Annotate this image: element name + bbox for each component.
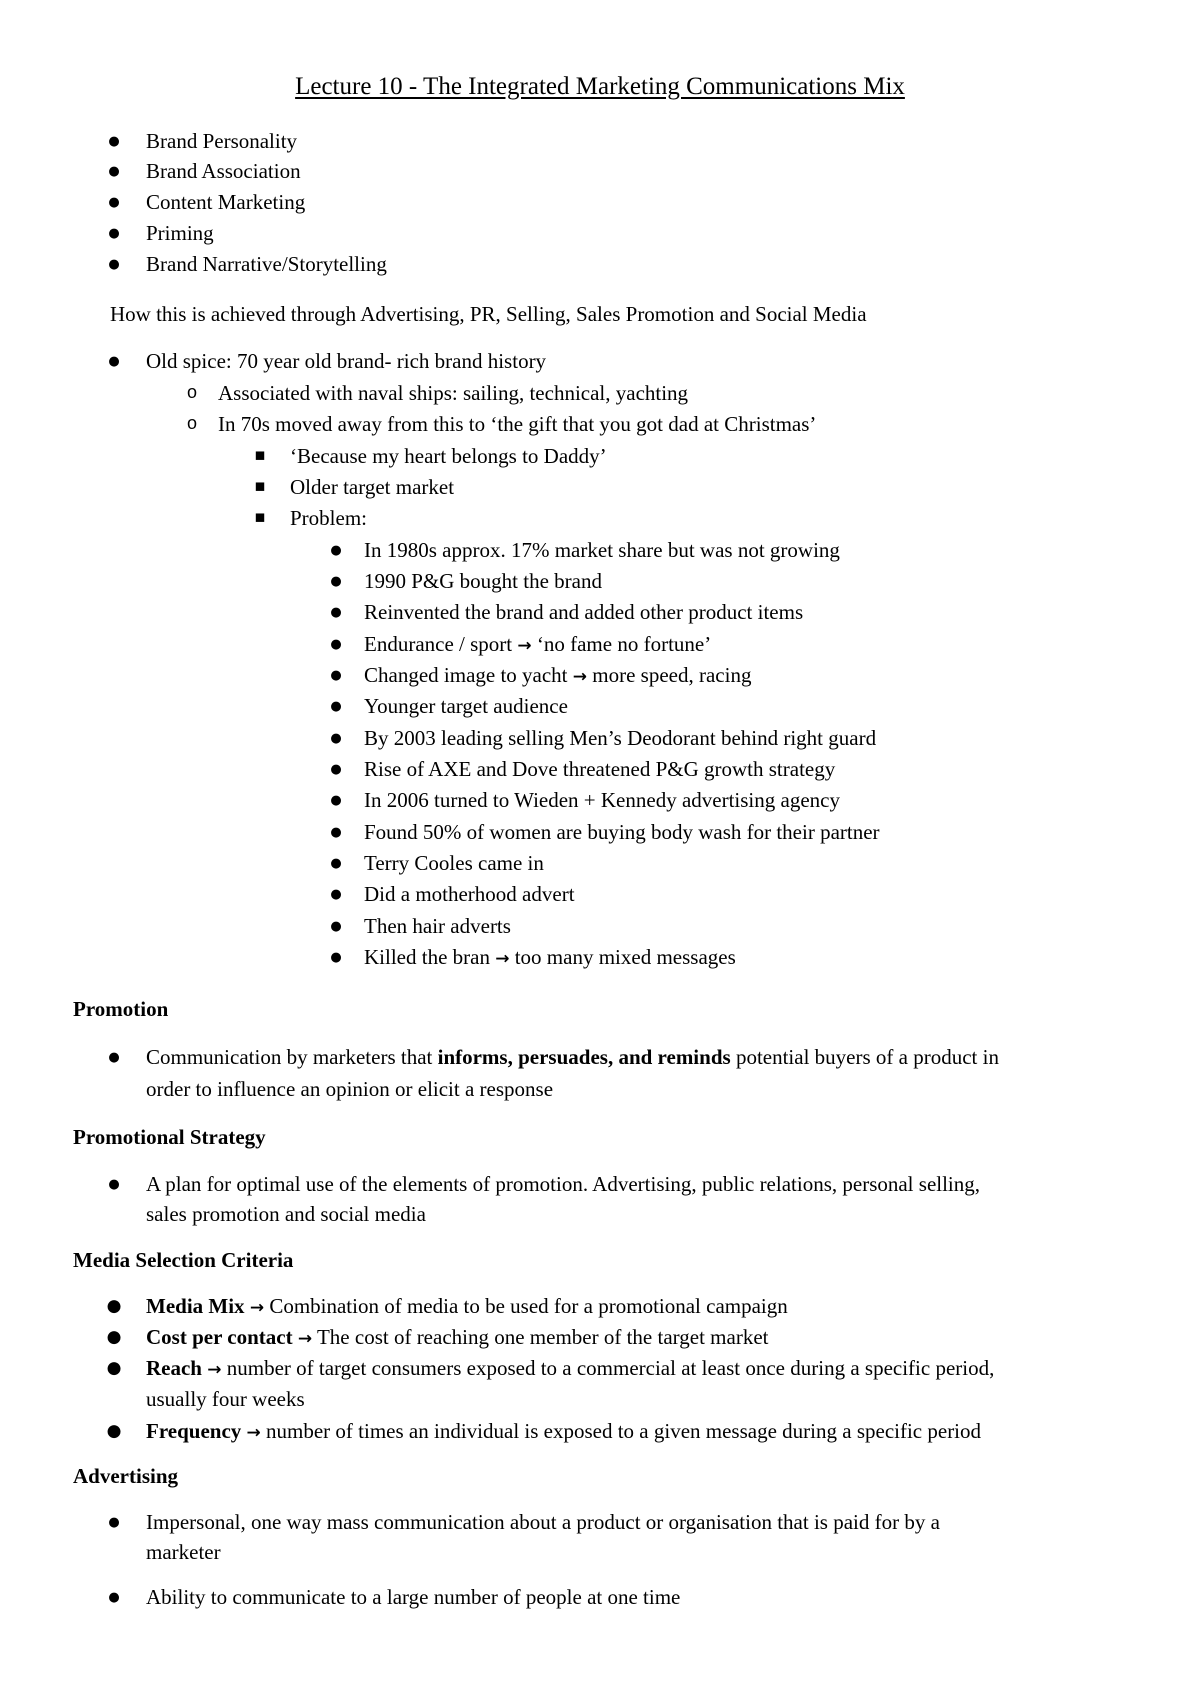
square-bullet-icon (250, 443, 270, 469)
bullet-icon (326, 850, 346, 876)
bullet-icon (104, 1171, 124, 1197)
bullet-icon (326, 568, 346, 594)
bullet-icon (326, 819, 346, 845)
list-item: Brand Association (146, 159, 301, 183)
section-heading-promotion: Promotion (73, 997, 169, 1021)
list-item: Media Mix → Combination of media to be used for a promotional campaign (146, 1294, 788, 1318)
bullet-icon (104, 1509, 124, 1535)
list-item: Brand Narrative/Storytelling (146, 252, 387, 276)
square-bullet-icon (250, 505, 270, 531)
list-item: Younger target audience (364, 694, 568, 718)
section-heading-promotional-strategy: Promotional Strategy (73, 1125, 266, 1149)
list-item: Cost per contact → The cost of reaching one member of the target market (146, 1325, 769, 1349)
list-item: In 2006 turned to Wieden + Kennedy advertising agency (364, 788, 840, 812)
list-item: Content Marketing (146, 190, 306, 214)
section-heading-media-selection: Media Selection Criteria (73, 1248, 294, 1272)
list-item: Terry Cooles came in (364, 851, 544, 875)
list-item: Frequency → number of times an individual is exposed to a given message during a specific period (146, 1419, 982, 1443)
arrow-right-icon: → (249, 1298, 265, 1318)
bullet-icon (104, 220, 124, 246)
list-item: Endurance / sport → ‘no fame no fortune’ (364, 632, 712, 656)
list-item: Killed the bran → too many mixed messages (364, 945, 736, 969)
bullet-icon (104, 251, 124, 277)
bullet-icon (104, 348, 124, 374)
list-item: Did a motherhood advert (364, 882, 575, 906)
bullet-icon (326, 881, 346, 907)
section-heading-advertising: Advertising (73, 1464, 178, 1488)
bullet-icon (104, 1044, 124, 1070)
bullet-icon (326, 662, 346, 688)
bullet-icon (326, 725, 346, 751)
list-item: Changed image to yacht → more speed, racing (364, 663, 752, 687)
list-item: Reinvented the brand and added other product items (364, 600, 804, 624)
bullet-icon (104, 1355, 124, 1381)
list-item: Brand Personality (146, 129, 298, 153)
list-item: By 2003 leading selling Men’s Deodorant behind right guard (364, 726, 877, 750)
bullet-icon (104, 189, 124, 215)
intro-paragraph: How this is achieved through Advertising, PR, Selling, Sales Promotion and Social Media (110, 302, 867, 326)
bullet-icon (104, 1584, 124, 1610)
list-item-continuation: sales promotion and social media (146, 1202, 426, 1226)
list-item: Found 50% of women are buying body wash for their partner (364, 820, 880, 844)
list-item: Rise of AXE and Dove threatened P&G growth strategy (364, 757, 836, 781)
circle-bullet-icon (182, 380, 202, 406)
list-item: Reach → number of target consumers exposed to a commercial at least once during a specific period, (146, 1356, 995, 1380)
bullet-icon (326, 756, 346, 782)
arrow-right-icon: → (246, 1423, 261, 1443)
bullet-icon (104, 158, 124, 184)
arrow-right-icon: → (297, 1329, 313, 1349)
list-item: Communication by marketers that informs, persuades, and reminds potential buyers of a product in (146, 1045, 999, 1069)
bullet-icon (326, 693, 346, 719)
list-item: A plan for optimal use of the elements of promotion. Advertising, public relations, personal selling, (146, 1172, 981, 1196)
list-item: Priming (146, 221, 214, 245)
list-item: Impersonal, one way mass communication about a product or organisation that is paid for by a (146, 1510, 940, 1534)
bullet-icon (326, 599, 346, 625)
circle-bullet-icon (182, 411, 202, 437)
list-item: In 1980s approx. 17% market share but was not growing (364, 538, 840, 562)
list-item: 1990 P&G bought the brand (364, 569, 602, 593)
arrow-right-icon: → (572, 667, 588, 687)
arrow-right-icon: → (517, 636, 532, 656)
bullet-icon (326, 913, 346, 939)
list-item: ‘Because my heart belongs to Daddy’ (290, 444, 607, 468)
list-item: Ability to communicate to a large number of people at one time (146, 1585, 681, 1609)
arrow-right-icon: → (207, 1360, 222, 1380)
page-title: Lecture 10 - The Integrated Marketing Communications Mix (295, 73, 905, 100)
list-item: In 70s moved away from this to ‘the gift that you got dad at Christmas’ (218, 412, 817, 436)
bullet-icon (104, 1418, 124, 1444)
list-item-continuation: marketer (146, 1540, 221, 1564)
bullet-icon (326, 787, 346, 813)
list-item: Old spice: 70 year old brand- rich brand history (146, 349, 547, 373)
bullet-icon (104, 1293, 124, 1319)
arrow-right-icon: → (495, 949, 510, 969)
list-item-continuation: order to influence an opinion or elicit a response (146, 1077, 554, 1101)
list-item: Problem: (290, 506, 367, 530)
bullet-icon (326, 537, 346, 563)
list-item-continuation: usually four weeks (146, 1387, 305, 1411)
bullet-icon (104, 128, 124, 154)
list-item: Associated with naval ships: sailing, technical, yachting (218, 381, 689, 405)
bullet-icon (104, 1324, 124, 1350)
list-item: Then hair adverts (364, 914, 511, 938)
bullet-icon (326, 631, 346, 657)
square-bullet-icon (250, 474, 270, 500)
bullet-icon (326, 944, 346, 970)
list-item: Older target market (290, 475, 455, 499)
